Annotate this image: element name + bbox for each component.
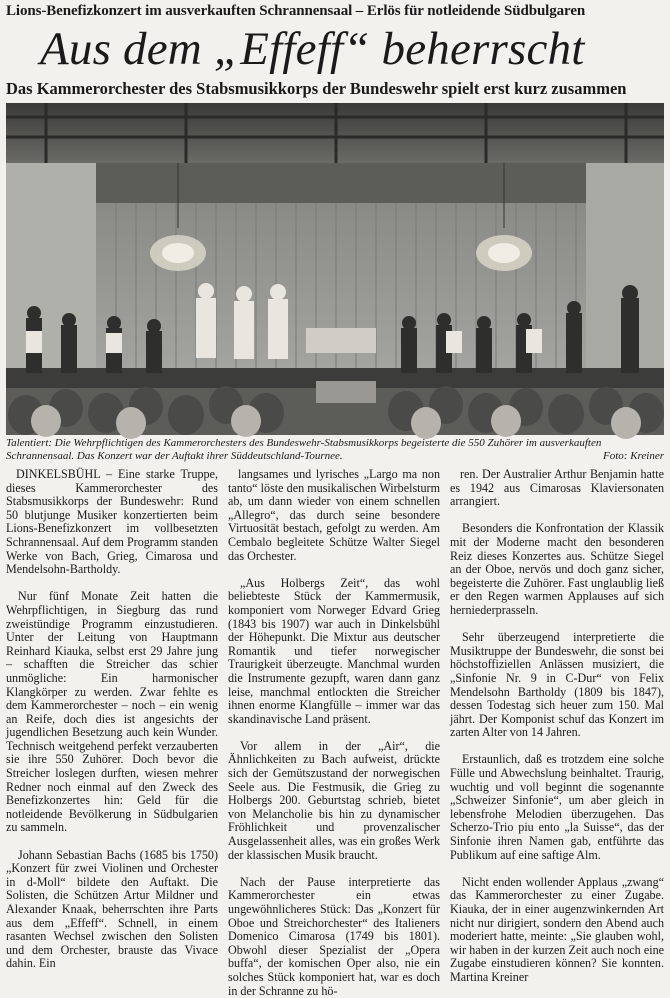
paragraph: Johann Sebastian Bachs (1685 bis 1750) „Konzert für zwei Violinen und Orchester in d-Moll“ bildete den Auftakt. Die Solisten, die Schützen Artur Mildner und Alexander Knaak, beherrschten ihre Parts aus dem „Effeff“. Schnell, in einem rasanten Wechsel zwischen den Solisten und dem Orchester, brauste das Vivace dahin. Ein: [6, 847, 218, 971]
paragraph: Nach der Pause interpretierte das Kammerorchester ein etwas ungewöhnlicheres Stück: Das „Konzert für Oboe und Streichorchester“ des Italieners Domenico Cimarosa (1749 bis 1801). Obwohl dieser Spezialist der „Opera buffa“, der komischen Oper also, nie ein solches Stück komponiert hat, war es doch in der Schranne zu hö-: [228, 874, 440, 998]
paragraph: DINKELSBÜHL – Eine starke Truppe, dieses Kammerorchester des Stabsmusikkorps der Bundeswehr: Rund 50 blutjunge Musiker konzertierten beim Lions-Benefizkonzert im vollbesetzten Schrannensaal. Auf dem Programm standen Werke von Bach, Grieg, Cimarosa und Mendelsohn-Bartholdy.: [6, 467, 218, 577]
concert-photo: [6, 103, 664, 435]
paragraph: Besonders die Konfrontation der Klassik mit der Moderne macht den besonderen Reiz dieses Konzertes aus. Schütze Siegel an der Oboe, nervös und doch ganz sicher, begeisterte die Zuhörer. Fast unglaublig ließ er den Regen warmen Applauses auf sich herniederprasseln.: [450, 521, 664, 617]
article-subhead: Das Kammerorchester des Stabsmusikkorps der Bundeswehr spielt erst kurz zusammen: [6, 79, 627, 98]
paragraph: Erstaunlich, daß es trotzdem eine solche Fülle und Abwechslung beinhaltet. Traurig, wuchtig und voll beginnt die sogenannte „Schweizer Sinfonie“, um aber gleich in lebensfrohe Melodien überzugehen. Das Scherzo-Trio piu ento „la Suisse“, das der Sinfonie ihren Namen gab, entführte das Publikum auf eine saftige Alm.: [450, 752, 664, 862]
article-column-3: [450, 467, 664, 984]
paragraph: Sehr überzeugend interpretierte die Musiktruppe der Bundeswehr, die sonst bei höchstoffiziellen Anlässen musiziert, die „Sinfonie Nr. 9 in C-Dur“ von Felix Mendelsohn Bartholdy (1809 bis 1847), dessen Todestag sich heuer zum 150. Mal jährt. Der Komponist schuf das Konzert im zarten Alter von 14 Jahren.: [450, 630, 664, 740]
paragraph: Nur fünf Monate Zeit hatten die Wehrpflichtigen, in Siegburg das rund zweistündige Programm einzustudieren. Unter der Leitung von Hauptmann Reinhard Kiauka, selbst erst 29 Jahre jung – schafften die Streicher das schier unmögliche: Ein harmonischer Klangkörper zu werden. Zwar fehlte es dem Kammerorchester – noch – ein wenig an Reife, doch dies ist angesichts der jugendlichen Besetzung auch kein Wunder. Technisch weitgehend perfekt verzauberten sie ihre 550 Zuhörer. Doch bevor die Streicher loslegen durften, wiesen mehrer Redner noch einmal auf den Zweck des Benefizkonzertes hin: Geld für die notleidende Bevölkerung in Südbulgarien zu sammeln.: [6, 589, 218, 835]
photo-caption: [6, 437, 664, 463]
caption-text: Talentiert: Die Wehrpflichtigen des Kammerorchesters des Bundeswehr-Stabsmusikkorps begeisterte die 550 Zuhörer im ausverkauften Schrannensaal. Das Konzert war der Auftakt ihrer Süddeutschland-Tournee.: [6, 437, 602, 462]
article-column-1: [6, 467, 218, 971]
paragraph: ren. Der Australier Arthur Benjamin hatte es 1942 aus Cimarosas Klaviersonaten arrangiert.: [450, 467, 664, 509]
article-headline: Aus dem „Effeff“ beherrscht: [40, 23, 585, 75]
concert-photo-illustration: [6, 103, 664, 435]
paragraph: „Aus Holbergs Zeit“, das wohl beliebteste Stück der Kammermusik, komponiert vom Norweger Edvard Grieg (1843 bis 1907) war auch in Dinkelsbühl der Höhepunkt. Die Mixtur aus deutscher Romantik und tiefer norwegischer Traurigkeit überzeugte. Manchmal wurden die Instrumente gezupft, waren dann ganz leise, manchmal entlockten die Streicher ihnen enorme Klangfülle – immer war das skandinavische Land präsent.: [228, 575, 440, 726]
photo-credit: Foto: Kreiner: [603, 450, 664, 462]
article-column-2: [228, 467, 440, 998]
paragraph: Vor allem in der „Air“, die Ähnlichkeiten zu Bach aufweist, drückte sich der Gemütszustand der norwegischen Seele aus. Die Festmusik, die Grieg zu Holbergs 200. Geburtstag schrieb, bietet von Melancholie bis hin zu dynamischer Fröhlichkeit und provenzalischer Ausgelassenheit alles, was ein großes Werk der klassischen Musik braucht.: [228, 738, 440, 862]
paragraph: Nicht enden wollender Applaus „zwang“ das Kammerorchester zu einer Zugabe. Kiauka, der in einer augenzwinkernden Art nicht nur dirigiert, sondern den Abend auch moderiert hatte, meinte: „Sie glauben wohl, wir haben in der kurzen Zeit auch noch eine Zugabe einstudieren können? Sie konnten. Martina Kreiner: [450, 874, 664, 984]
paragraph: langsames und lyrisches „Largo ma non tanto“ löste den musikalischen Wirbelsturm ab, um dann wieder von einem schnellen „Allegro“, das durch seine besondere Virtuosität bestach, gefolgt zu werden. Am Cembalo begleitete Schütze Walter Siegel das Orchester.: [228, 467, 440, 563]
article-kicker: Lions-Benefizkonzert im ausverkauften Schrannensaal – Erlös für notleidende Südbulgaren: [6, 3, 586, 19]
